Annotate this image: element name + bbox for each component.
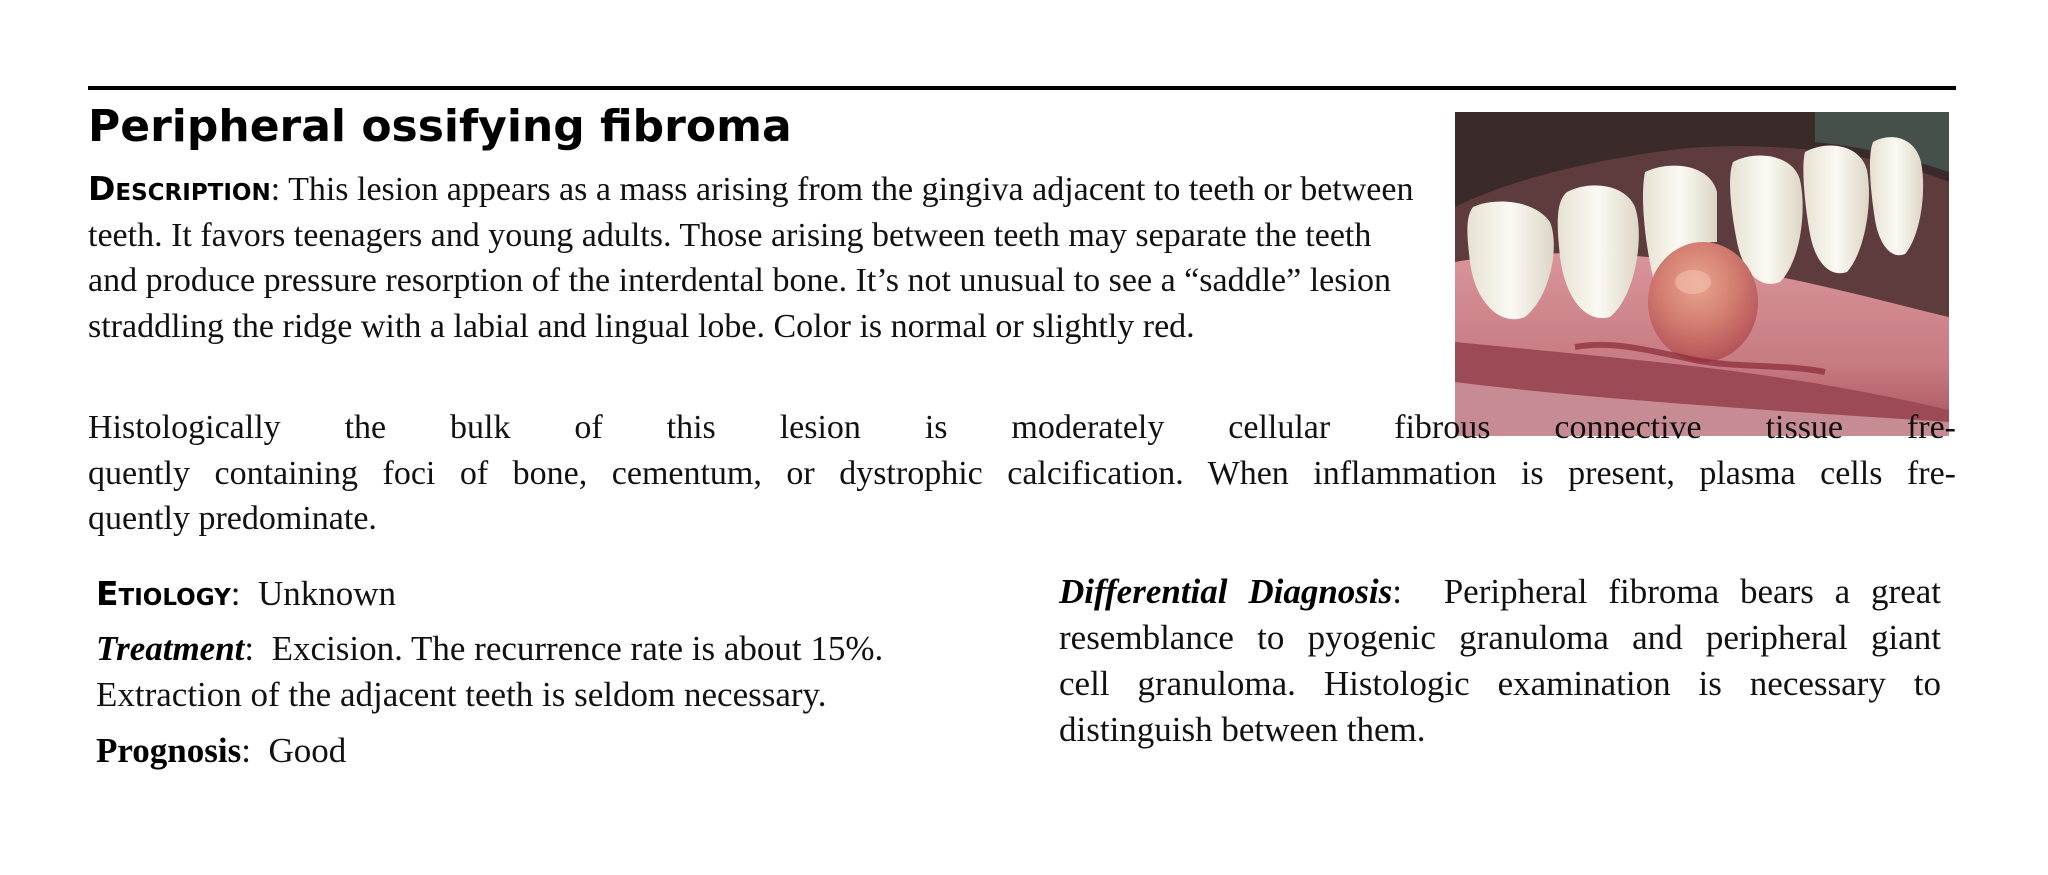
differential-diagnosis-line: distinguish between them.	[1059, 710, 1426, 749]
prognosis-field	[96, 728, 346, 774]
differential-diagnosis-text: Peripheral fibroma bears a great	[1402, 572, 1942, 611]
description-text: This lesion appears as a mass arising from the gingiva adjacent to teeth or between teeth. It favors teenagers and young adults. Those arising between teeth may separate the teeth and produce pressure resorption of the interdental bone. It’s not unusual to see a “saddle” lesion straddling the ridge with a labial and lingual lobe. Color is normal or slightly red.	[88, 171, 1414, 345]
page-title: Peripheral ossifying fibroma	[88, 101, 792, 152]
prognosis-value: Good	[250, 731, 347, 770]
histology-line: quently predominate.	[88, 500, 377, 537]
etiology-field	[96, 571, 396, 617]
prognosis-label: Prognosis	[96, 731, 242, 770]
description-paragraph	[88, 166, 1428, 349]
differential-diagnosis-line: cell granuloma. Histologic examination is necessary to	[1059, 664, 1941, 703]
treatment-field	[96, 626, 1016, 718]
etiology-label: Etiology	[96, 574, 231, 613]
histology-line: Histologically the bulk of this lesion is moderately cellular fibrous connective tissue fre-	[88, 409, 1956, 446]
description-separator: :	[270, 171, 281, 208]
treatment-value: Excision. The recurrence rate is about 15%. Extraction of the adjacent teeth is seldom necessary.	[96, 629, 893, 714]
differential-diagnosis-separator: :	[1392, 572, 1403, 611]
prognosis-separator: :	[241, 731, 251, 770]
differential-diagnosis-line: resemblance to pyogenic granuloma and peripheral giant	[1059, 618, 1941, 657]
treatment-label: Treatment	[96, 629, 245, 668]
differential-diagnosis-label: Differential Diagnosis	[1059, 572, 1393, 611]
treatment-separator: :	[244, 629, 255, 668]
clinical-photo	[1455, 112, 1949, 436]
differential-diagnosis-line	[1059, 569, 1941, 615]
etiology-separator: :	[230, 574, 241, 613]
top-rule	[88, 86, 1956, 90]
histology-line: quently containing foci of bone, cementum, or dystrophic calcification. When inflammation is present, plasma cells fre-	[88, 454, 1956, 492]
histology-paragraph	[88, 405, 1956, 542]
description-label: Description	[88, 169, 271, 208]
differential-diagnosis-field	[1059, 569, 1941, 753]
etiology-value: Unknown	[240, 574, 397, 613]
